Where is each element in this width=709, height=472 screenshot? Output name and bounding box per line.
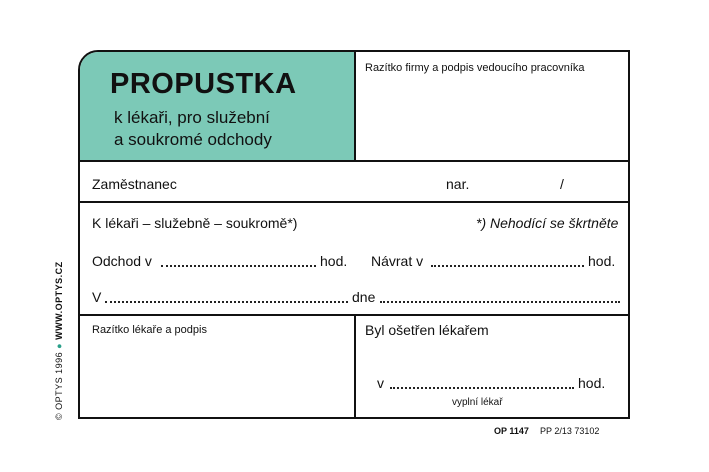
form-subtitle-line1: k lékaři, pro služební (114, 108, 270, 127)
treated-time-prefix: v (377, 375, 384, 391)
treated-label: Byl ošetřen lékařem (365, 322, 489, 338)
birth-slash: / (560, 176, 564, 192)
return-time-field[interactable] (431, 265, 584, 267)
form-subtitle-line2: a soukromé odchody (114, 130, 272, 149)
place-label: V (92, 289, 102, 305)
treated-time-field[interactable] (390, 387, 574, 389)
employee-label: Zaměstnanec (92, 176, 177, 192)
side-website: WWW.OPTYS.CZ (54, 261, 64, 340)
departure-hour-unit: hod. (320, 253, 348, 269)
return-label: Návrat v (371, 253, 424, 269)
company-stamp-label: Razítko firmy a podpis vedoucího pracovníka (365, 62, 585, 74)
treated-hour-unit: hod. (578, 375, 606, 391)
side-copyright: © OPTYS 1996 (54, 351, 64, 420)
employee-row-line (80, 201, 630, 203)
footer-details: PP 2/13 73102 (540, 426, 600, 436)
header-divider (354, 52, 356, 162)
form-title: PROPUSTKA (110, 68, 297, 100)
date-field[interactable] (380, 301, 620, 303)
side-branding (54, 261, 64, 420)
side-bullet-icon: ● (54, 342, 64, 349)
date-label: dne (352, 289, 376, 305)
birth-label: nar. (446, 176, 470, 192)
place-field[interactable] (105, 301, 348, 303)
departure-label: Odchod v (92, 253, 152, 269)
departure-time-field[interactable] (161, 265, 316, 267)
pass-form (78, 50, 630, 419)
doctor-divider (354, 314, 356, 419)
doctor-stamp-label: Razítko lékaře a podpis (92, 324, 207, 336)
footer-code: OP 1147 (494, 426, 529, 436)
purpose-label: K lékaři – služebně – soukromě*) (92, 215, 298, 231)
filled-by-doctor-note: vyplní lékař (452, 397, 503, 408)
return-hour-unit: hod. (588, 253, 616, 269)
strike-note: *) Nehodící se škrtněte (476, 215, 619, 231)
header-bottom-line (80, 160, 630, 162)
title-panel (80, 52, 355, 162)
